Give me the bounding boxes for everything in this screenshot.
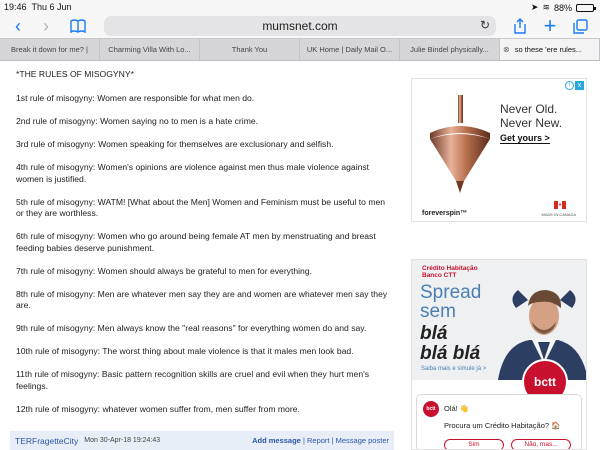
rule-12: 12th rule of misogyny: whatever women suffer from, men suffer from more.: [16, 403, 300, 414]
chat-avatar: bctt: [423, 401, 439, 417]
separator: |: [300, 436, 307, 445]
browser-toolbar: [0, 14, 600, 38]
tab-label: Thank You: [231, 45, 268, 54]
ad-headline-2: Never New.: [500, 116, 563, 130]
tab-daily-mail[interactable]: [300, 39, 400, 60]
ad-brand-logo: foreverspin™: [422, 210, 468, 217]
rule-10: 10th rule of misogyny: The worst thing about male violence is that it males men look bad.: [16, 346, 354, 356]
spinning-top-image: [420, 89, 500, 201]
ad-slogan-3: blá: [420, 323, 448, 344]
share-icon[interactable]: [510, 16, 530, 36]
tab-label: Break it down for me? |: [11, 45, 88, 54]
chat-widget[interactable]: [416, 394, 582, 450]
rule-2: 2nd rule of misogyny: Women saying no to men is a hate crime.: [16, 116, 259, 126]
ad-kicker: [422, 265, 478, 279]
ad-made-in: MADE IN CANADA: [541, 212, 576, 217]
post-username[interactable]: TERFragetteCity: [15, 435, 79, 446]
rule-3: 3rd rule of misogyny: Women speaking for themselves are exclusionary and selfish.: [16, 139, 334, 149]
tab-charming-villa[interactable]: [100, 39, 200, 60]
message-poster-link[interactable]: Message poster: [335, 436, 389, 445]
date: Thu 6 Jun: [31, 2, 72, 12]
kicker-line-1: Crédito Habitação: [422, 265, 478, 272]
ad-slogan-1: Spread: [420, 282, 482, 303]
rule-9: 9th rule of misogyny: Men always know the "real reasons" for everything women do and say.: [16, 323, 367, 333]
bctt-logo: bctt: [522, 359, 568, 405]
page-content: [0, 61, 600, 450]
battery-icon: [576, 4, 594, 12]
back-icon[interactable]: ‹: [15, 15, 21, 36]
status-bar: [0, 0, 600, 14]
ad-headline-1: Never Old.: [500, 102, 558, 116]
tab-julie-bindel[interactable]: [400, 39, 500, 60]
ad-subline[interactable]: Saiba mais e simule já >: [421, 366, 487, 372]
url-text: mumsnet.com: [262, 19, 338, 33]
add-message-link[interactable]: Add message: [252, 436, 301, 445]
tab-bar: [0, 38, 600, 61]
chat-no-button[interactable]: Não, mas...: [511, 439, 571, 450]
tab-label: Charming Villa With Lo...: [108, 45, 191, 54]
ad-slogan-2: sem: [420, 301, 456, 322]
tab-thank-you[interactable]: [200, 39, 300, 60]
ad-info-icon[interactable]: i: [565, 81, 574, 90]
rule-1: 1st rule of misogyny: Women are responsible for what men do.: [16, 93, 255, 103]
forward-icon[interactable]: ›: [43, 15, 49, 36]
status-time: [4, 2, 72, 12]
address-bar[interactable]: [104, 16, 496, 36]
tab-label: so these 'ere rules...: [514, 45, 583, 54]
canada-flag-icon: ♦: [554, 201, 566, 209]
ad-cta-link[interactable]: Get yours >: [500, 133, 550, 143]
close-tab-icon[interactable]: ⊗: [503, 45, 510, 54]
chat-question: Procura um Crédito Habitação? 🏠: [444, 421, 561, 430]
ad-close-icon[interactable]: x: [575, 81, 584, 90]
post-heading: *THE RULES OF MISOGYNY*: [16, 69, 134, 79]
tab-label: UK Home | Daily Mail O...: [306, 45, 393, 54]
rule-4: 4th rule of misogyny: Women's opinions are violence against men thus male violence against women is justified.: [16, 162, 370, 184]
ad-banco-ctt[interactable]: [411, 259, 587, 450]
tab-rules-active[interactable]: [500, 39, 600, 60]
rule-6: 6th rule of misogyny: Women who go around being female AT men by menstruating and breast feeding babies deserve punishment.: [16, 231, 376, 253]
ad-foreverspin[interactable]: [411, 78, 587, 222]
chat-yes-button[interactable]: Sim: [444, 439, 504, 450]
chat-greeting: Olá! 👋: [444, 404, 470, 413]
rule-7: 7th rule of misogyny: Women should always be grateful to men for everything.: [16, 265, 312, 276]
report-link[interactable]: Report: [306, 436, 330, 445]
tab-label: Julie Bindel physically...: [410, 45, 489, 54]
post-actions: [252, 436, 389, 445]
forum-post: [16, 69, 394, 427]
reload-icon[interactable]: ↻: [479, 18, 490, 32]
wifi-icon: ≋: [542, 2, 550, 12]
separator: |: [329, 436, 336, 445]
status-right: [531, 2, 594, 13]
new-tab-icon[interactable]: +: [543, 13, 557, 38]
post-footer: [10, 431, 394, 450]
location-icon: ➤: [530, 2, 539, 12]
post-date: Mon 30-Apr-18 19:24:43: [84, 437, 161, 444]
battery-percent: 88%: [553, 2, 572, 13]
clock: 19:46: [4, 2, 27, 12]
kicker-line-2: Banco CTT: [422, 272, 457, 279]
ad-slogan-4: blá blá: [420, 343, 481, 364]
rule-8: 8th rule of misogyny: Men are whatever men say they are and women are whatever men say they are.: [16, 288, 388, 310]
bookmarks-icon[interactable]: [68, 16, 88, 36]
tabs-icon[interactable]: [570, 16, 590, 36]
rule-11: 11th rule of misogyny: Basic pattern recognition skills are cruel and evil when they hurt men's feelings.: [16, 369, 370, 391]
tab-break-it-down[interactable]: [0, 39, 100, 60]
rule-5: 5th rule of misogyny: WATM! [What about the Men] Women and Feminism must be useful to men or they are worthless.: [16, 196, 386, 218]
